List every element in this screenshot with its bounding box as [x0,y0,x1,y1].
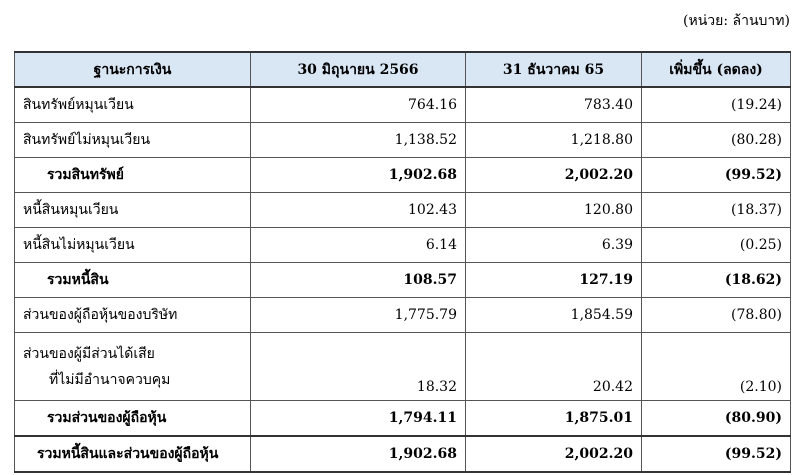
table-row [15,87,791,123]
row-label: หนี้สินหมุนเวียน [15,193,251,228]
value-dec-65: 1,854.59 [466,298,642,333]
row-label: สินทรัพย์หมุนเวียน [15,87,251,123]
table-header-row [15,52,791,87]
value-dec-65: 2,002.20 [466,436,642,472]
row-label: สินทรัพย์ไม่หมุนเวียน [15,123,251,158]
value-dec-65: 6.39 [466,228,642,263]
value-june-2566: 108.57 [251,263,466,298]
row-label: รวมส่วนของผู้ถือหุ้น [15,401,251,437]
header-dec-65: 31 ธันวาคม 65 [466,52,642,87]
unit-note: (หน่วย: ล้านบาท) [683,13,790,29]
value-june-2566: 1,902.68 [251,158,466,193]
table-row [15,123,791,158]
value-dec-65: 783.40 [466,87,642,123]
value-change: (19.24) [642,87,791,123]
row-label: รวมสินทรัพย์ [15,158,251,193]
total-row [15,263,791,298]
total-row [15,158,791,193]
row-label: ส่วนของผู้ถือหุ้นของบริษัท [15,298,251,333]
value-change: (18.62) [642,263,791,298]
value-dec-65: 127.19 [466,263,642,298]
value-change: (18.37) [642,193,791,228]
table-row [15,193,791,228]
header-financial-position: ฐานะการเงิน [15,52,251,87]
header-june-2566: 30 มิถุนายน 2566 [251,52,466,87]
financial-position-table [14,51,791,473]
grand-total-row [15,436,791,472]
value-change: (99.52) [642,158,791,193]
value-dec-65: 120.80 [466,193,642,228]
row-label-line2: ที่ไม่มีอำนาจควบคุม [49,371,171,388]
value-june-2566: 1,775.79 [251,298,466,333]
value-june-2566: 102.43 [251,193,466,228]
value-june-2566: 18.32 [251,333,466,401]
value-june-2566: 1,138.52 [251,123,466,158]
table-row [15,228,791,263]
value-change: (78.80) [642,298,791,333]
value-june-2566: 6.14 [251,228,466,263]
table-row [15,298,791,333]
row-label-line1: ส่วนของผู้มีส่วนได้เสีย [23,345,155,362]
value-change: (80.90) [642,401,791,437]
row-label: รวมหนี้สินและส่วนของผู้ถือหุ้น [15,436,251,472]
total-row [15,401,791,437]
value-change: (0.25) [642,228,791,263]
row-label: รวมหนี้สิน [15,263,251,298]
row-label-multiline [15,333,251,401]
table-row [15,333,791,401]
value-dec-65: 1,218.80 [466,123,642,158]
value-june-2566: 764.16 [251,87,466,123]
value-june-2566: 1,902.68 [251,436,466,472]
value-change: (2.10) [642,333,791,401]
value-june-2566: 1,794.11 [251,401,466,437]
value-dec-65: 2,002.20 [466,158,642,193]
value-change: (99.52) [642,436,791,472]
header-change: เพิ่มขึ้น (ลดลง) [642,52,791,87]
row-label: หนี้สินไม่หมุนเวียน [15,228,251,263]
value-dec-65: 20.42 [466,333,642,401]
value-change: (80.28) [642,123,791,158]
value-dec-65: 1,875.01 [466,401,642,437]
